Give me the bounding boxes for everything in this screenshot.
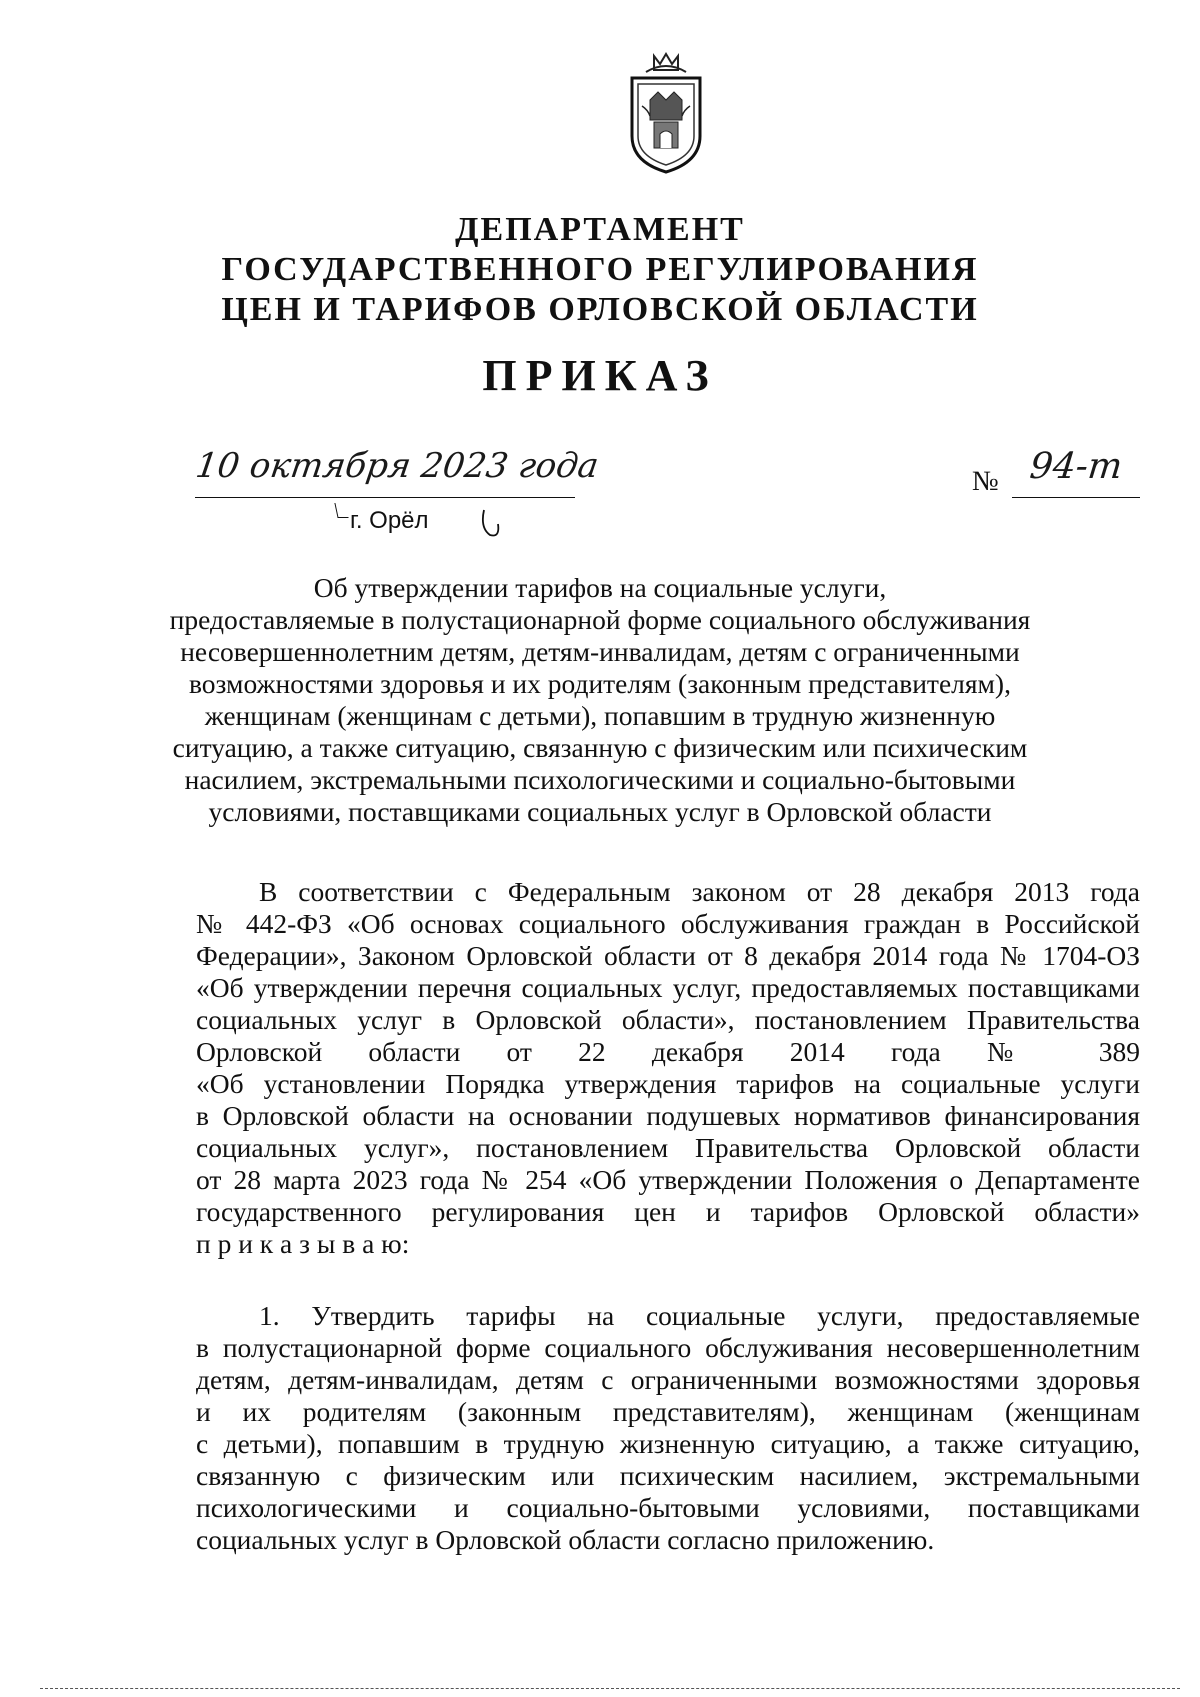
- preamble-line: «Об установлении Порядка утверждения тарифов на социальные услуги: [196, 1068, 1140, 1099]
- subject-line: условиями, поставщиками социальных услуг в Орловской области: [208, 796, 992, 827]
- order-subject: [150, 572, 1050, 828]
- item-line: детям, детям-инвалидам, детям с ограниченными возможностями здоровья: [196, 1364, 1140, 1395]
- item-line: 1. Утвердить тарифы на социальные услуги, предоставляемые: [259, 1300, 1140, 1331]
- item-line: с детьми), попавшим в трудную жизненную ситуацию, а также ситуацию,: [196, 1428, 1140, 1459]
- page-bottom-rule: [40, 1688, 1180, 1689]
- handwritten-curl: [480, 508, 502, 538]
- subject-line: предоставляемые в полустационарной форме социального обслуживания: [169, 604, 1031, 635]
- preamble-line: от 28 марта 2023 года № 254 «Об утверждении Положения о Департаменте: [196, 1164, 1140, 1195]
- preamble-line: В соответствии с Федеральным законом от 28 декабря 2013 года: [259, 876, 1140, 907]
- item-line: в полустационарной форме социального обслуживания несовершеннолетним: [196, 1332, 1140, 1363]
- preamble-line: «Об утверждении перечня социальных услуг, предоставляемых поставщиками: [196, 972, 1140, 1003]
- number-underline: [1012, 497, 1140, 498]
- item-1-paragraph: [196, 1300, 1140, 1556]
- city-label: г. Орёл: [350, 507, 429, 534]
- handwritten-date: 10 октября 2023 года: [193, 446, 602, 486]
- header-line: ДЕПАРТАМЕНТ: [455, 211, 745, 248]
- subject-line: несовершеннолетним детям, детям-инвалидам, детям с ограниченными: [180, 636, 1020, 667]
- number-label: №: [972, 466, 999, 497]
- city-mark: [334, 503, 348, 518]
- date-underline: [195, 497, 575, 498]
- preamble-line: Орловской области от 22 декабря 2014 года № 389: [196, 1036, 1140, 1067]
- preamble-line: социальных услуг», постановлением Правительства Орловской области: [196, 1132, 1140, 1163]
- header-line: ГОСУДАРСТВЕННОГО РЕГУЛИРОВАНИЯ: [221, 251, 979, 288]
- preamble-line: социальных услуг в Орловской области», постановлением Правительства: [196, 1004, 1140, 1035]
- item-line: психологическими и социально-бытовыми условиями, поставщиками: [196, 1492, 1140, 1523]
- item-line: социальных услуг в Орловской области согласно приложению.: [196, 1524, 935, 1555]
- handwritten-number: 94-т: [1027, 446, 1125, 487]
- order-verb: п р и к а з ы в а ю:: [196, 1228, 410, 1259]
- item-line: связанную с физическим или психическим насилием, экстремальными: [196, 1460, 1140, 1491]
- subject-line: женщинам (женщинам с детьми), попавшим в трудную жизненную: [204, 700, 996, 731]
- organization-header: [0, 210, 1200, 330]
- subject-line: Об утверждении тарифов на социальные услуги,: [313, 572, 887, 603]
- preamble-paragraph: [196, 876, 1140, 1260]
- header-line: ЦЕН И ТАРИФОВ ОРЛОВСКОЙ ОБЛАСТИ: [221, 291, 979, 328]
- subject-line: ситуацию, а также ситуацию, связанную с физическим или психическим: [172, 732, 1028, 763]
- coat-of-arms-icon: [624, 50, 708, 176]
- item-line: и их родителям (законным представителям), женщинам (женщинам: [196, 1396, 1140, 1427]
- document-title: ПРИКАЗ: [482, 351, 718, 400]
- preamble-line: Федерации», Законом Орловской области от 8 декабря 2014 года № 1704-ОЗ: [196, 940, 1140, 971]
- subject-line: возможностями здоровья и их родителям (законным представителям),: [189, 668, 1011, 699]
- preamble-line: в Орловской области на основании подушевых нормативов финансирования: [196, 1100, 1140, 1131]
- subject-line: насилием, экстремальными психологическими и социально-бытовыми: [184, 764, 1016, 795]
- preamble-line: № 442-ФЗ «Об основах социального обслуживания граждан в Российской: [196, 908, 1140, 939]
- preamble-line: государственного регулирования цен и тарифов Орловской области»: [196, 1196, 1140, 1227]
